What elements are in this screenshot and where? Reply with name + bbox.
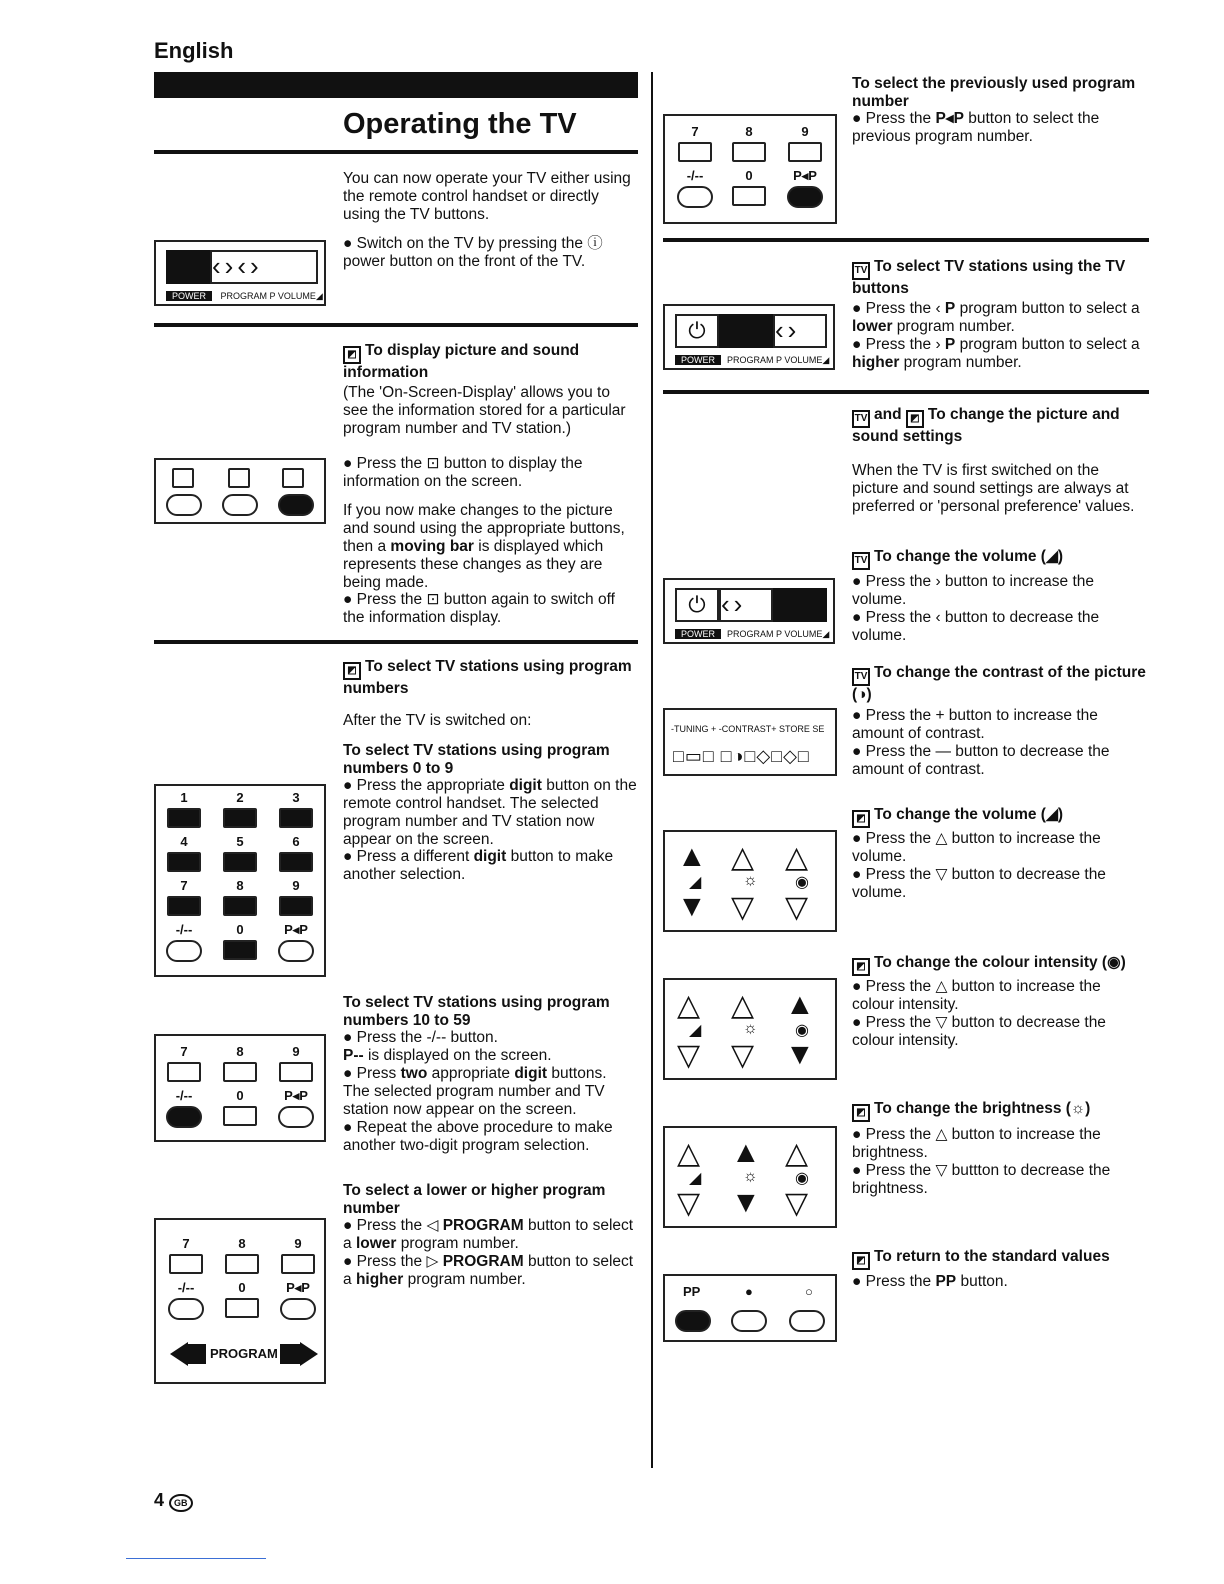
prev-program-bullet: ● Press the P◂P button to select the previous program number. [852,110,1100,145]
settings-heading: TV and ◩ To change the picture and sound settings [852,406,1120,445]
keypad-two-digit-illustration: 7 8 9 -/-- 0 P◂P [154,1034,326,1142]
osd-para1: (The 'On-Screen-Display' allows you to see the information stored for a particular program number and TV station.) [343,384,626,437]
divider [154,323,638,327]
tv-icon: TV [852,552,870,570]
colour-instructions: ● Press the △ button to increase the colour intensity. ● Press the ▽ button to decrease the colour intensity. [852,978,1106,1049]
osd-heading-text: To display picture and sound information [343,342,580,381]
program-label: PROGRAM [210,1346,278,1361]
settings-text: When the TV is first switched on the picture and sound settings are always at preferred or 'personal preference' values. [852,462,1135,515]
bullet-digit: ● Press the appropriate digit button on the remote control handset. The selected program number and TV station now appear on the screen. [343,777,637,848]
tv-buttons-instructions: ● Press the ‹ P program button to select a lower program number. ● Press the › P program button to select a higher program number. [852,300,1140,371]
prev-program-heading: To select the previously used program number [852,75,1136,110]
language-label: English [154,38,234,63]
page-number: 4 GB [154,1490,193,1512]
column-divider [651,72,653,1468]
divider [154,150,638,154]
contrast-instructions: ● Press the + button to increase the amount of contrast. ● Press the — button to decrease the amount of contrast. [852,707,1110,778]
brightness-instructions: ● Press the △ button to increase the brightness. ● Press the ▽ buttton to decrease the brightness. [852,1126,1111,1197]
bullet-different-digit: ● Press a different digit button to make another selection. [343,848,614,883]
program-label: PROGRAM P [220,291,276,301]
intro-bullet: ● Switch on the TV by pressing the ⓘ power button on the front of the TV. [343,235,603,270]
tv-panel-volume-illustration: ⏻ ‹› POWER PROGRAM P VOLUME◢ [663,578,835,644]
osd-icon: ◩ [852,810,870,828]
footer-line [126,1558,266,1559]
page-title: Operating the TV [343,108,577,140]
keypad-illustration: 1 2 3 4 5 6 7 8 9 -/-- 0 P◂P [154,784,326,977]
divider [663,390,1149,394]
volume-label: VOLUME◢ [277,291,323,301]
sub-heading-0-9: To select TV stations using program numbers 0 to 9 [343,742,610,777]
colour-heading: ◩ To change the colour intensity (◉) [852,954,1152,976]
tv-icon: TV [852,668,870,686]
instructions-10-59: ● Press the -/-- button. P-- is displayed on the screen. ● Press two appropriate digit buttons. The selected program number and TV station now appear on the screen. ● Repeat the above procedure to make another two-digit program selection. [343,1029,613,1154]
osd-icon: ◩ [852,1104,870,1122]
osd-bullet2: ● Press the ⊡ button again to switch off the information display. [343,591,615,626]
contrast-strip-labels: -TUNING + -CONTRAST+ STORE SE [671,724,825,734]
osd-bullet1: ● Press the ⊡ button to display the information on the screen. [343,455,583,490]
contrast-panel-illustration: -TUNING + -CONTRAST+ STORE SE □▭□ □◑□◇□◇□ [663,708,837,776]
sub-heading-10-59: To select TV stations using program numbers 10 to 59 [343,994,610,1029]
divider [154,640,638,644]
tv-buttons-heading: TV To select TV stations using the TV buttons [852,258,1126,297]
contrast-heading: TV To change the contrast of the picture (◑) [852,664,1146,703]
volume-tv-instructions: ● Press the › button to increase the volume. ● Press the ‹ button to decrease the volume. [852,573,1100,644]
volume-tv-heading: TV To change the volume (◢) [852,548,1152,570]
brightness-remote-illustration: △ ▲ △ ◢ ☼ ◉ ▽ ▼ ▽ [663,1126,837,1228]
tv-panel-illustration: ‹›‹› POWER PROGRAM P VOLUME◢ [154,240,326,306]
tv-panel-program-illustration: ⏻ ‹› POWER PROGRAM P VOLUME◢ [663,304,835,370]
osd-heading [343,342,638,382]
osd-bullet2-text: Press the ⊡ button again to switch off the information display. [343,591,615,626]
sub-heading-lower-higher: To select a lower or higher program number [343,1182,606,1217]
brightness-heading: ◩ To change the brightness (☼) [852,1100,1152,1122]
power-label: POWER [166,291,212,301]
country-badge: GB [169,1494,193,1512]
colour-remote-illustration: △ △ ▲ ◢ ☼ ◉ ▽ ▽ ▼ [663,978,837,1080]
intro-text: You can now operate your TV either using the remote control handset or directly using the TV buttons. [343,170,631,223]
divider [663,238,1149,242]
standard-heading: ◩ To return to the standard values [852,1248,1152,1270]
volume-remote-illustration: ▲ △ △ ◢ ☼ ◉ ▼ ▽ ▽ [663,830,837,932]
volume-remote-instructions: ● Press the △ button to increase the volume. ● Press the ▽ button to decrease the volume. [852,830,1106,901]
osd-bullet1-text: Press the ⊡ button to display the information on the screen. [343,455,583,490]
osd-icon: ◩ [852,1252,870,1270]
tv-icon: TV [852,262,870,280]
osd-icon: ◩ [906,410,924,428]
tv-icon: TV [852,410,870,428]
standard-values-illustration: PP ● ○ [663,1274,837,1342]
select-numbers-heading: ◩ To select TV stations using program numbers [343,658,632,697]
osd-icon: ◩ [852,958,870,976]
after-switch-on: After the TV is switched on: [343,712,532,729]
keypad-program-illustration: 7 8 9 -/-- 0 P◂P PROGRAM [154,1218,326,1384]
instructions-lower-higher: ● Press the ◁ PROGRAM button to select a lower program number. ● Press the ▷ PROGRAM button to select a higher program number. [343,1217,634,1288]
osd-icon: ◩ [343,662,361,680]
prev-program-keypad: 7 8 9 -/-- 0 P◂P [663,114,837,224]
standard-instructions: ● Press the PP button. [852,1273,1008,1290]
osd-remote-illustration [154,458,326,524]
intro-bullet-text: Switch on the TV by pressing the ⓘ power button on the front of the TV. [343,235,603,270]
osd-para2: If you now make changes to the picture and sound using the appropriate buttons, then a moving bar is displayed which represents these changes as they are being made. [343,502,625,591]
title-bar [154,72,638,98]
osd-icon: ◩ [343,346,361,364]
volume-remote-heading: ◩ To change the volume (◢) [852,806,1152,828]
